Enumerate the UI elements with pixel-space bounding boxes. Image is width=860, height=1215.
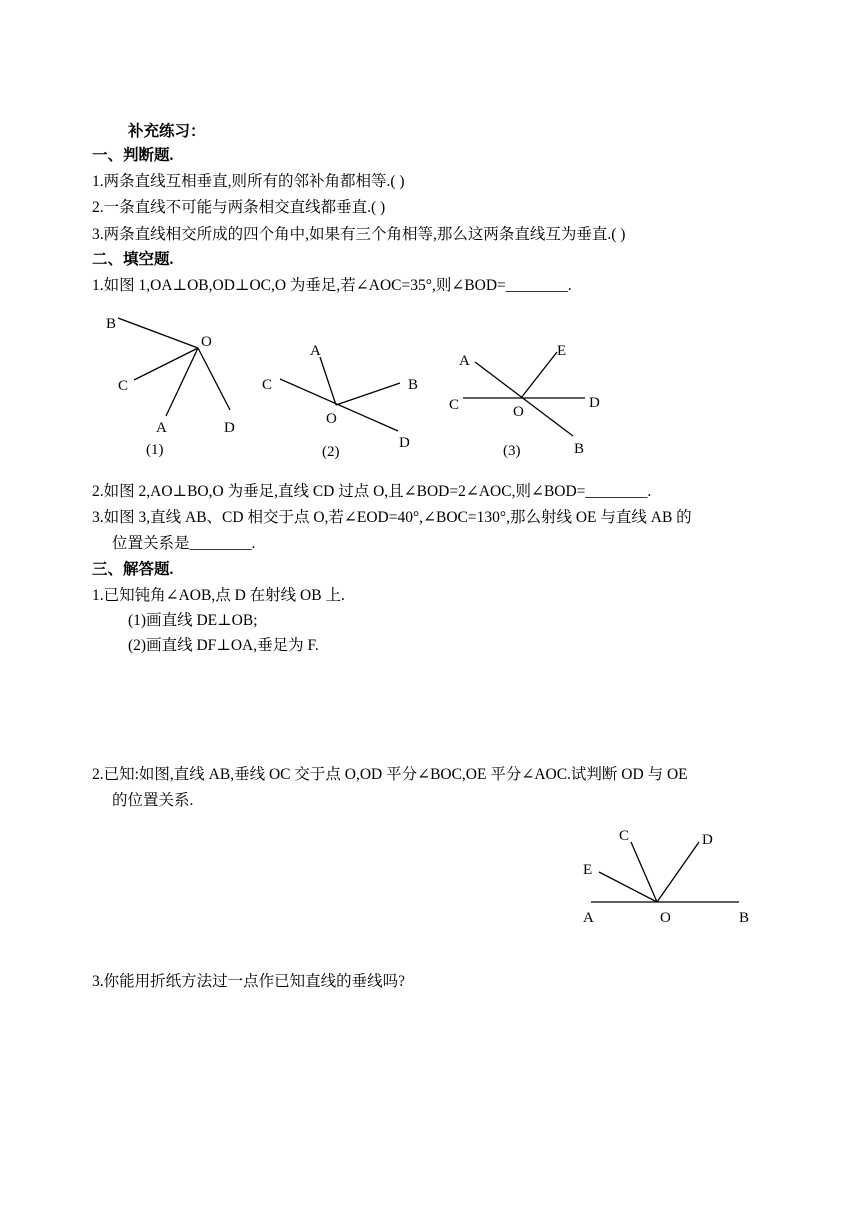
- fig4-label-a: A: [583, 910, 594, 926]
- fig1-caption: (1): [146, 442, 164, 458]
- fig3-label-a: A: [459, 353, 470, 369]
- fig3-label-c: C: [449, 397, 460, 413]
- fig1-ray-ob: [118, 318, 198, 348]
- fig4-label-o: O: [660, 910, 671, 926]
- page-title: 补充练习：: [128, 123, 206, 140]
- fig3-caption: (3): [503, 443, 521, 459]
- answer-question-2-line-2: 的位置关系.: [112, 792, 194, 809]
- figure-2: [258, 335, 428, 463]
- section-heading-answer: 三、解答题.: [92, 561, 174, 578]
- fill-question-1: 1.如图 1,OA⊥OB,OD⊥OC,O 为垂足,若∠AOC=35°,则∠BOD=________.: [92, 277, 572, 294]
- fig2-label-c: C: [262, 377, 273, 393]
- answer-question-3: 3.你能用折纸方法过一点作已知直线的垂线吗?: [92, 973, 406, 990]
- fig4-label-e: E: [583, 862, 593, 878]
- fig4-ray-od: [657, 842, 699, 902]
- judgement-question-3: 3.两条直线相交所成的四个角中,如果有三个角相等,那么这两条直线互为垂直.( ): [92, 226, 626, 243]
- fill-question-3-line-1: 3.如图 3,直线 AB、CD 相交于点 O,若∠EOD=40°,∠BOC=130°,那么射线 OE 与直线 AB 的: [92, 509, 692, 526]
- fig1-ray-od: [198, 348, 230, 410]
- fig1-label-b: B: [106, 316, 117, 332]
- fig2-label-b: B: [408, 377, 419, 393]
- fig4-ray-oc: [631, 842, 657, 902]
- fig2-ray-ob: [336, 383, 400, 405]
- answer-question-2-line-1: 2.已知:如图,直线 AB,垂线 OC 交于点 O,OD 平分∠BOC,OE 平分∠AOC.试判断 OD 与 OE: [92, 766, 688, 783]
- fig1-label-c: C: [118, 378, 129, 394]
- fig3-ray-oe: [521, 352, 557, 398]
- fig1-ray-oc: [134, 348, 198, 380]
- answer-question-1-part-1: (1)画直线 DE⊥OB;: [128, 612, 258, 629]
- fill-question-2: 2.如图 2,AO⊥BO,O 为垂足,直线 CD 过点 O,且∠BOD=2∠AOC,则∠BOD=________.: [92, 483, 652, 500]
- figure-4: [575, 820, 755, 930]
- fig3-label-e: E: [557, 343, 567, 359]
- judgement-question-2: 2.一条直线不可能与两条相交直线都垂直.( ): [92, 199, 386, 216]
- section-heading-fill-in: 二、填空题.: [92, 251, 174, 268]
- fig1-label-a: A: [156, 420, 167, 436]
- fig2-line-cd: [280, 379, 398, 431]
- fig1-label-o: O: [201, 334, 212, 350]
- fig3-label-b: B: [574, 441, 585, 457]
- answer-question-1: 1.已知钝角∠AOB,点 D 在射线 OB 上.: [92, 587, 345, 604]
- fig2-label-o: O: [326, 411, 337, 427]
- fig3-line-ab: [475, 362, 573, 436]
- fig4-ray-oe: [599, 872, 657, 902]
- fig4-label-d: D: [702, 832, 713, 848]
- fig1-ray-oa: [166, 348, 198, 416]
- judgement-question-1: 1.两条直线互相垂直,则所有的邻补角都相等.( ): [92, 173, 405, 190]
- fig2-caption: (2): [322, 444, 340, 460]
- fig1-label-d: D: [224, 420, 235, 436]
- answer-question-1-part-2: (2)画直线 DF⊥OA,垂足为 F.: [128, 637, 319, 654]
- figure-1: [98, 308, 248, 460]
- fig3-label-d: D: [589, 395, 600, 411]
- section-heading-judgement: 一、判断题.: [92, 147, 174, 164]
- fig4-label-b: B: [739, 910, 750, 926]
- fig2-label-a: A: [310, 343, 321, 359]
- figure-3: [445, 338, 615, 462]
- fig2-label-d: D: [399, 435, 410, 451]
- fig4-label-c: C: [619, 828, 630, 844]
- fill-question-3-line-2: 位置关系是________.: [112, 535, 256, 552]
- fig3-label-o: O: [513, 404, 524, 420]
